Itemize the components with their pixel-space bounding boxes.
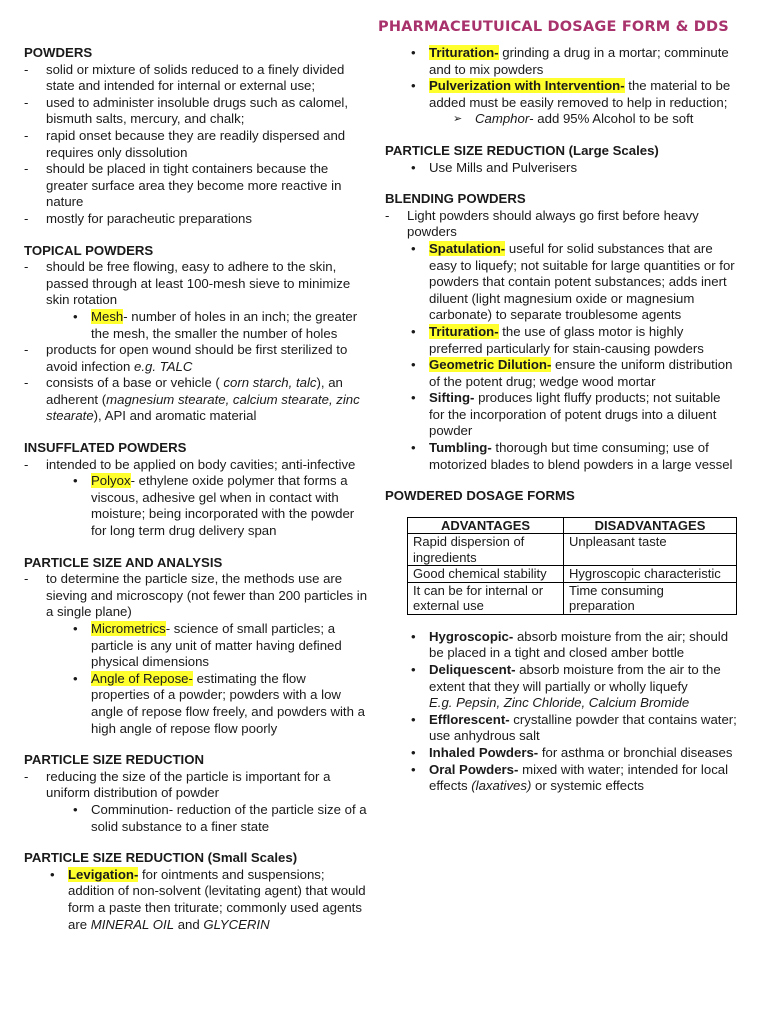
highlighted-term: Pulverization with Intervention- <box>429 78 625 94</box>
list-item-mesh <box>69 309 368 342</box>
highlighted-term: Levigation- <box>68 866 139 882</box>
term-definition: the use of glass motor is highly preferred particularly for stain-causing powders <box>429 323 704 356</box>
table-cell: Time consuming preparation <box>564 582 737 614</box>
term-definition: thorough but time consuming; use of motorized blades to blend powders in a large vessel <box>429 440 733 472</box>
list-item-geometric-dilution <box>407 357 737 390</box>
list-item: - should be free flowing, easy to adhere to the skin, passed through at least 100-mesh sieve to minimize skin rotation <box>24 259 368 309</box>
term-definition: absorb moisture from the air; should be placed in a tight and closed amber bottle <box>429 628 729 661</box>
highlighted-term: Geometric Dilution- <box>429 357 552 373</box>
column-header: DISADVANTAGES <box>564 517 737 534</box>
term-definition: produces light fluffy products; not suitable for the incorporation of potent drugs into a diluent powder <box>429 390 721 439</box>
term: Hygroscopic- <box>429 628 514 644</box>
item-text: consists of a base or vehicle ( <box>46 375 224 391</box>
section-particle-size-reduction <box>24 752 368 835</box>
list-item: - should be placed in tight containers because the greater surface area they become more reactive in nature <box>24 161 368 211</box>
advantages-table <box>407 517 737 615</box>
table-cell: Rapid dispersion of ingredients <box>408 534 564 566</box>
highlighted-term: Spatulation- <box>429 240 506 256</box>
example-text: E.g. Pepsin, Zinc Chloride, Calcium Bromide <box>429 695 690 711</box>
list-item: - mostly for paracheutic preparations <box>24 211 368 228</box>
term-definition: grinding a drug in a mortar; comminute and to mix powders <box>429 45 729 77</box>
section-heading: POWDERS <box>24 45 93 60</box>
term-definition: for asthma or bronchial diseases <box>538 745 733 760</box>
term: Deliquescent- <box>429 662 516 678</box>
table-header-row <box>408 517 737 534</box>
list-item: - Light powders should always go first before heavy powders <box>385 208 737 241</box>
term-definition: - ethylene oxide polymer that forms a viscous, adhesive gel when in contact with moisture; being incorporated with the powder for long term drug delivery span <box>91 473 355 539</box>
highlighted-term: Polyox <box>91 473 131 489</box>
term: Oral Powders- <box>429 761 519 777</box>
term-definition: ensure the uniform distribution of the potent drug; wedge wood mortar <box>429 357 733 389</box>
agent-name: MINERAL OIL <box>90 916 175 932</box>
list-item: - to determine the particle size, the methods use are sieving and microscopy (not fewer than 200 particles in a single plane) <box>24 571 368 621</box>
list-item-camphor <box>453 111 737 128</box>
left-column <box>24 45 368 948</box>
item-text: products for open wound should be first sterilized to avoid infection <box>46 342 348 374</box>
section-small-scales <box>24 850 368 933</box>
example-text: magnesium stearate, calcium stearate, zinc stearate <box>46 391 360 424</box>
list-item: - reducing the size of the particle is important for a uniform distribution of powder <box>24 769 368 802</box>
highlighted-term: Micrometrics <box>91 621 166 636</box>
list-item-trituration <box>407 324 737 357</box>
list-item: • Comminution- reduction of the particle size of a solid substance to a finer state <box>69 802 368 835</box>
list-item-sifting <box>407 390 737 440</box>
table-cell: Unpleasant taste <box>564 534 737 566</box>
list-item-polyox <box>69 473 368 539</box>
item-text: ), an adherent ( <box>46 375 343 407</box>
term-definition: the material to be added must be easily removed to help in reduction; <box>429 78 731 110</box>
section-small-scales-continued <box>385 45 737 128</box>
term-definition: mixed with water; intended for local effects <box>429 761 729 794</box>
section-topical-powders <box>24 243 368 426</box>
highlighted-term: Trituration- <box>429 45 499 60</box>
list-item-efflorescent <box>407 712 737 745</box>
table-row <box>408 534 737 566</box>
term: Tumbling- <box>429 440 492 456</box>
highlighted-term: Trituration- <box>429 323 499 339</box>
section-heading: POWDERED DOSAGE FORMS <box>385 488 575 504</box>
example-text: (laxatives) <box>471 778 532 794</box>
section-heading: PARTICLE SIZE REDUCTION <box>24 752 204 768</box>
section-powdered-dosage-forms <box>385 488 737 795</box>
section-blending-powders <box>385 191 737 473</box>
example-text: corn starch, talc <box>223 375 317 391</box>
term-definition: or systemic effects <box>531 778 644 794</box>
list-item: - rapid onset because they are readily dispersed and requires only dissolution <box>24 128 368 161</box>
term-definition: - science of small particles; a particle is any unit of matter having defined physical dimensions <box>91 621 342 670</box>
table-cell: It can be for internal or external use <box>408 582 564 614</box>
term-definition: for ointments and suspensions; addition of non-solvent (levitating agent) that would form a paste then triturate; commonly used agents are <box>68 866 366 932</box>
term-definition: estimating the flow properties of a powder; powders with a low angle of repose flow freely, and powders with a high angle of repose flow poorly <box>91 670 365 736</box>
example-text: e.g. TALC <box>133 358 193 374</box>
list-item-hygroscopic <box>407 629 737 662</box>
term-definition: - add 95% Alcohol to be soft <box>529 111 694 127</box>
list-item-angle-of-repose <box>69 671 368 737</box>
list-item <box>24 342 368 375</box>
page-title: PHARMACEUTUICAL DOSAGE FORM & DDS <box>378 19 729 35</box>
section-heading: INSUFFLATED POWDERS <box>24 440 187 456</box>
list-item-pulverization <box>407 78 737 111</box>
list-item-inhaled-powders <box>407 745 737 762</box>
highlighted-term: Mesh <box>91 308 124 324</box>
list-item-trituration <box>407 45 737 78</box>
list-item: - intended to be applied on body cavities; anti-infective <box>24 457 368 474</box>
term-definition: useful for solid substances that are easy to liquefy; not suitable for large quantities or for powders that contain potent substances; adds inert diluent (light magnesium oxide or magnesium carbonate) to separate troublesome agents <box>429 240 735 323</box>
example-term: Camphor <box>475 111 530 127</box>
list-item: - solid or mixture of solids reduced to a finely divided state and intended for internal or external use; <box>24 62 368 95</box>
term-definition: - number of holes in an inch; the greater the mesh, the smaller the number of holes <box>91 308 358 341</box>
list-item-micrometrics <box>69 621 368 671</box>
term-definition: absorb moisture from the air to the extent that they will partially or wholly liquefy <box>429 662 721 694</box>
section-insufflated-powders <box>24 440 368 540</box>
table-row <box>408 582 737 614</box>
agent-name: GLYCERIN <box>203 916 270 932</box>
section-heading: PARTICLE SIZE AND ANALYSIS <box>24 554 223 570</box>
section-particle-size-analysis <box>24 555 368 738</box>
term-definition: crystalline powder that contains water; use anhydrous salt <box>429 711 737 744</box>
section-large-scales <box>385 143 737 176</box>
table-row <box>408 566 737 583</box>
column-header: ADVANTAGES <box>408 517 564 534</box>
section-heading: PARTICLE SIZE REDUCTION (Large Scales) <box>385 142 659 158</box>
highlighted-term: Angle of Repose- <box>91 670 193 686</box>
term: Sifting- <box>429 390 475 406</box>
right-column <box>385 45 737 810</box>
term: Inhaled Powders- <box>429 745 539 760</box>
section-powders <box>24 45 368 228</box>
section-heading: PARTICLE SIZE REDUCTION (Small Scales) <box>24 850 298 866</box>
table-cell: Good chemical stability <box>408 566 564 583</box>
list-item-deliquescent <box>407 662 737 712</box>
list-item: - used to administer insoluble drugs such as calomel, bismuth salts, mercury, and chalk; <box>24 95 368 128</box>
item-text: ), API and aromatic material <box>93 408 257 424</box>
list-item-tumbling <box>407 440 737 473</box>
term: Efflorescent- <box>429 711 510 727</box>
list-item-spatulation <box>407 241 737 324</box>
section-heading: TOPICAL POWDERS <box>24 242 154 258</box>
table-cell: Hygroscopic characteristic <box>564 566 737 583</box>
item-text: and <box>174 916 204 932</box>
list-item <box>24 375 368 425</box>
list-item: • Use Mills and Pulverisers <box>407 160 737 177</box>
list-item-oral-powders <box>407 762 737 795</box>
section-heading: BLENDING POWDERS <box>385 191 526 207</box>
list-item-levigation <box>46 867 368 933</box>
